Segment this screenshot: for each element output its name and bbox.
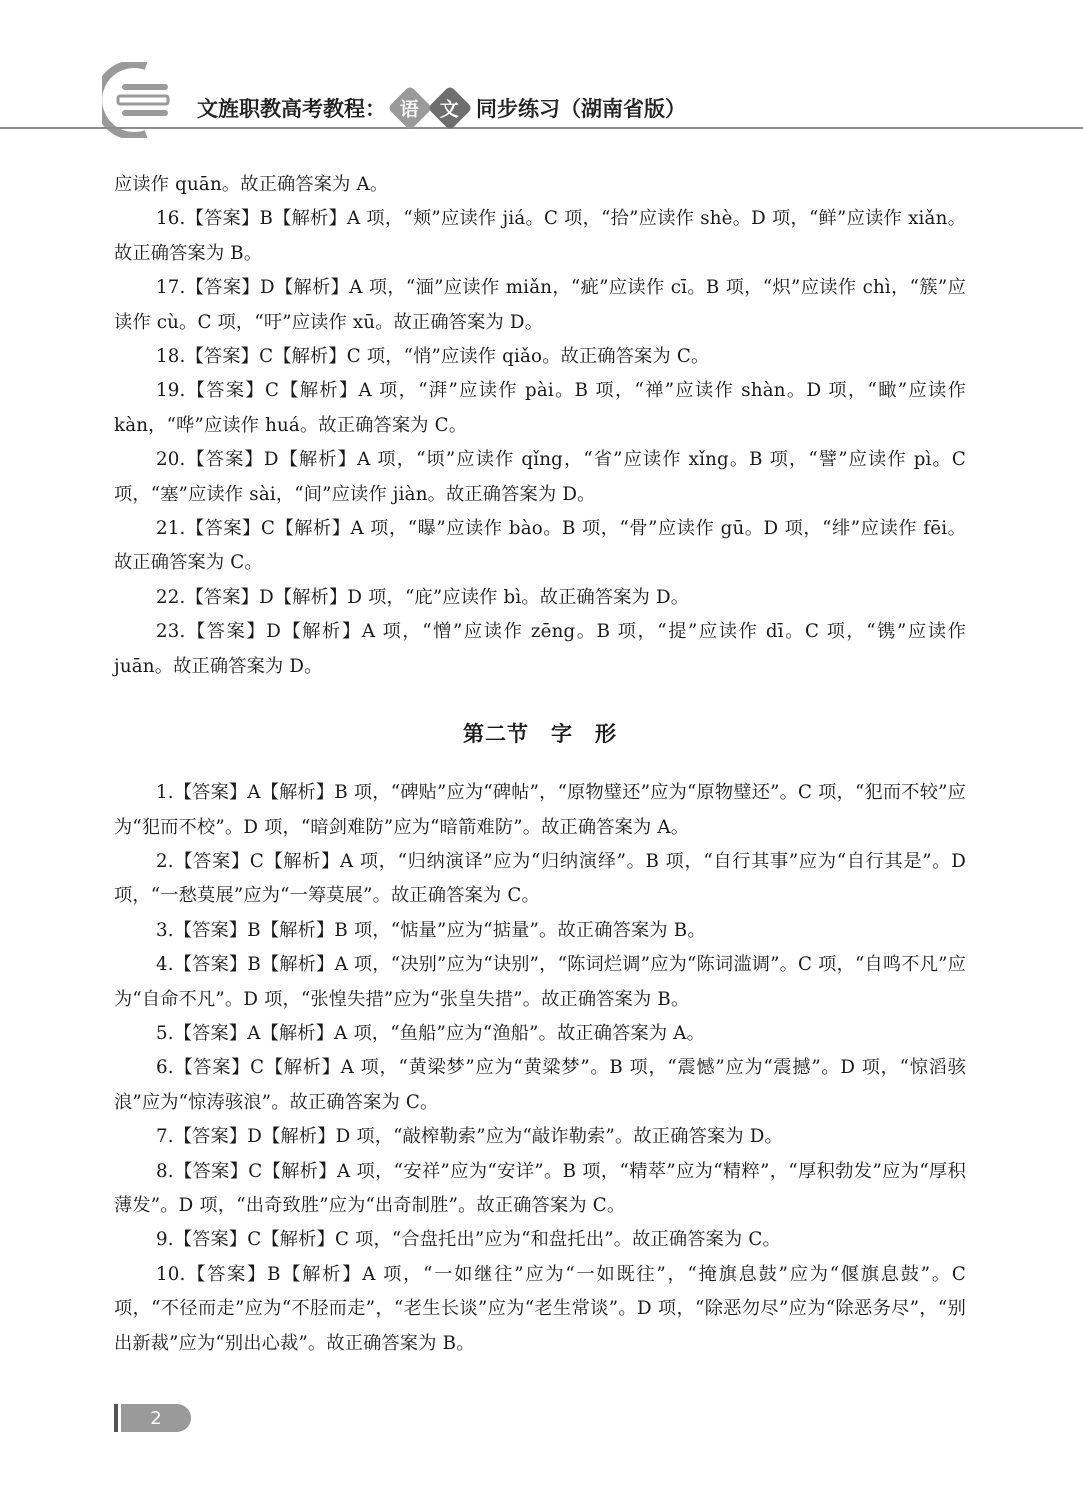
section-pronunciation-answers (114, 168, 966, 684)
page-header (0, 0, 1083, 140)
answer-paragraph: 19.【答案】C【解析】A 项，“湃”应读作 pài。B 项，“禅”应读作 shàn。D 项，“瞰”应读作 kàn，“哗”应读作 huá。故正确答案为 C。 (114, 380, 966, 436)
answer-paragraph: 6.【答案】C【解析】A 项，“黄梁梦”应为“黄粱梦”。B 项，“震憾”应为“震撼”。D 项，“惊滔骇浪”应为“惊涛骇浪”。故正确答案为 C。 (114, 1057, 966, 1113)
answer-paragraph: 16.【答案】B【解析】A 项，“颊”应读作 jiá。C 项，“拾”应读作 shè。D 项，“鲜”应读作 xiǎn。故正确答案为 B。 (114, 208, 966, 264)
answer-paragraph: 20.【答案】D【解析】A 项，“顷”应读作 qǐng，“省”应读作 xǐng。B 项，“譬”应读作 pì。C 项，“塞”应读作 sài，“间”应读作 jiàn。故正确答案为 D。 (114, 449, 966, 505)
answer-paragraph: 17.【答案】D【解析】A 项，“湎”应读作 miǎn，“疵”应读作 cī。B 项，“炽”应读作 chì，“簇”应读作 cù。C 项，“吁”应读作 xū。故正确答案为 D。 (114, 277, 966, 333)
subject-badge-1: 语 (387, 85, 432, 130)
page-number: 2 (121, 1404, 191, 1432)
section-glyph-answers (114, 776, 966, 1361)
book-title-suffix: 同步练习（湖南省版） (476, 97, 686, 121)
answer-paragraph: 23.【答案】D【解析】A 项，“憎”应读作 zēng。B 项，“提”应读作 dī。C 项，“镌”应读作 juān。故正确答案为 D。 (114, 621, 966, 677)
page-number-bar (114, 1404, 118, 1432)
answer-paragraph: 2.【答案】C【解析】A 项，“归纳演译”应为“归纳演绎”。B 项，“自行其事”应为“自行其是”。D 项，“一愁莫展”应为“一筹莫展”。故正确答案为 C。 (114, 850, 966, 907)
answer-paragraph: 8.【答案】C【解析】A 项，“安祥”应为“安详”。B 项，“精萃”应为“精粹”，“厚积勃发”应为“厚积薄发”。D 项，“出奇致胜”应为“出奇制胜”。故正确答案为 C。 (114, 1160, 966, 1216)
answer-paragraph: 5.【答案】A【解析】A 项，“鱼船”应为“渔船”。故正确答案为 A。 (156, 1022, 706, 1044)
answer-paragraph: 7.【答案】D【解析】D 项，“敲榨勒索”应为“敲诈勒索”。故正确答案为 D。 (156, 1126, 783, 1148)
section-title: 第二节 字 形 (463, 721, 617, 747)
answer-paragraph: 22.【答案】D【解析】D 项，“庇”应读作 bì。故正确答案为 D。 (156, 586, 690, 608)
answer-paragraph: 应读作 quān。故正确答案为 A。 (114, 174, 389, 195)
header-rule (0, 127, 1083, 129)
answer-paragraph: 21.【答案】C【解析】A 项，“曝”应读作 bào。B 项，“骨”应读作 gū。D 项，“绯”应读作 fēi。故正确答案为 C。 (114, 518, 966, 574)
answer-paragraph: 10.【答案】B【解析】A 项，“一如继往”应为“一如既往”，“掩旗息鼓”应为“偃旗息鼓”。C 项，“不径而走”应为“不胫而走”，“老生长谈”应为“老生常谈”。D 项，“除恶勿尽”应为“除恶务尽”，“别出新裁”应为“别出心裁”。故正确答案为 B。 (114, 1263, 966, 1354)
subject-badge-2: 文 (427, 85, 472, 130)
answer-paragraph: 1.【答案】A【解析】B 项，“碑贴”应为“碑帖”，“原物璧还”应为“原物璧还”。C 项，“犯而不较”应为“犯而不校”。D 项，“暗剑难防”应为“暗箭难防”。故正确答案为 A。 (114, 782, 966, 838)
page-content (114, 168, 966, 1361)
answer-paragraph: 3.【答案】B【解析】B 项，“惦量”应为“掂量”。故正确答案为 B。 (156, 919, 706, 941)
answer-paragraph: 18.【答案】C【解析】C 项，“悄”应读作 qiǎo。故正确答案为 C。 (156, 346, 710, 368)
answer-paragraph: 9.【答案】C【解析】C 项，“合盘托出”应为“和盘托出”。故正确答案为 C。 (156, 1229, 781, 1251)
answer-paragraph: 4.【答案】B【解析】A 项，“决别”应为“诀别”，“陈词烂调”应为“陈词滥调”。C 项，“自鸣不凡”应为“自命不凡”。D 项，“张惶失措”应为“张皇失措”。故正确答案为 B。 (114, 954, 966, 1010)
page-number-tab (114, 1404, 191, 1432)
book-title (197, 90, 686, 126)
book-title-prefix: 文旌职教高考教程： (197, 97, 386, 121)
subject-badges (390, 92, 470, 124)
